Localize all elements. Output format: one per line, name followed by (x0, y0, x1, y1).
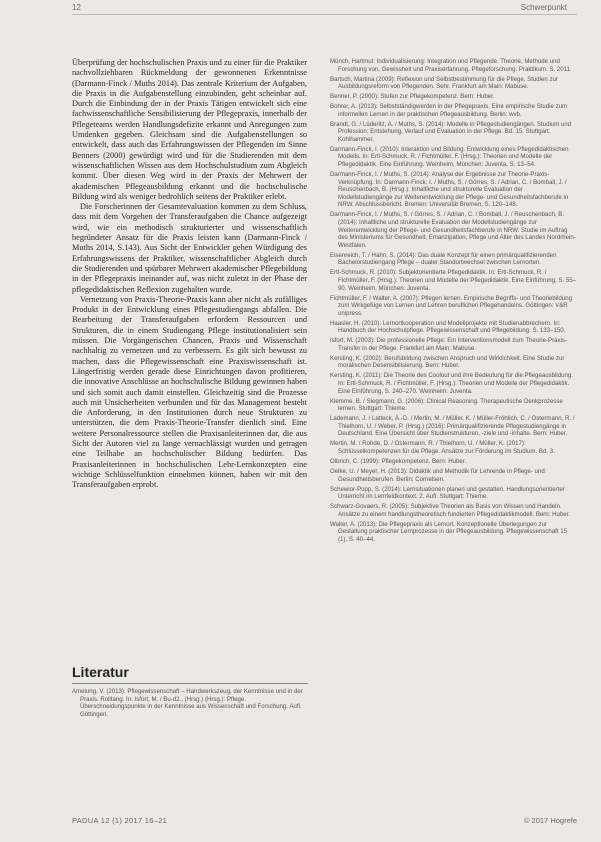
section-label: Schwerpunkt (520, 3, 567, 12)
reference-item: Bartsch, Martina (2009): Reflexion und Selbstbestimmung für die Pflege. Studien zur Ausbildungsreform von Pflegenden. Sehr. Frankfurt am Main: Mabuse. (330, 75, 558, 91)
page-number: 12 (72, 3, 81, 12)
reference-item: Kersting, K. (2011): Die Theorie des Coolout und ihre Bedeutung für die Pflegeausbildung. In: Ertl-Schmuck, R. / Fichtmüller, F. (Hrsg.): Theorien und Modelle der Pflegedidaktik. Eine Einführung, S. 240–270. Weinheim: Juventa. (330, 372, 574, 395)
reference-item: Münch, Hartmut: Individualisierung: Integration und Pflegende. Theorie, Methode und Forschung von, Gewissheit und Praxiserfahrung. Pflegeforschung. Praktikum. S. 2011. (330, 58, 572, 73)
journal-citation: PADUA 12 (1) 2017 16–21 (72, 816, 168, 825)
reference-item: Benner, P. (2000): Stufen zur Pflegekompetenz. Bern: Huber. (330, 93, 495, 101)
body-paragraph: Überprüfung der hochschulischen Praxis und zu einer für die Praktiker nachvollziehbaren Rückmeldung der gewonnenen Erkenntnisse (Darmann-Finck / Muths 2014). Das zentrale Kriterium der Aufgaben, die Praxis in die Aufgabenstellung einzubinden, geht scheinbar auf. Durch die Einbindung der in der Praxis Tätigen entwickelt sich eine fachwissenschaftliche Sensibilisierung der Pflegepraxis, innerhalb der Pflegeteams werden Handlungsdefizite erkannt und Anregungen zum Umdenken gegeben. Gleichsam sind die Aufgabenstellungen so entwickelt, dass auch das Erfahrungswissen der Pflegenden im Sinne Benners (2000) gewürdigt wird und für die Studierenden mit dem wissenschaftlichen Wissen aus dem Hochschulstudium zum Abgleich kommt. Über diesen Weg wird in der Praxis der Mehrwert der akademischen Pflegeausbildung erkannt und die hochschulische Bildung wird als weniger bedrohlich seitens der Praktiker erlebt. (72, 58, 307, 201)
reference-item: Mertin, M. / Rohde, D. / Ostermann, R. / Thielhorn, U. / Müller, K. (2017): Schlüsselkompetenzen für die Pflege. Ansätze zur Förderung im Studium. Bd. 3. (330, 440, 555, 455)
reference-item: Isfort, M. (2003): Die professionelle Pflege: Ein Interventionsmodell zum Theorie-Praxis-Transfer in der Pflege. Frankfurt am Main: Mabuse. (330, 337, 567, 352)
reference-item: Amelung, V. (2013): Pflegewissenschaft – Handwerkszeug, der Kenntnisse und in der Praxis. Rolltang. In: Isfort, M. / Bu-d2., (Hrsg.) (Hrsg.): Pflege. Überschneidungspunkte in der Kenntnisse aus Wissenschaft und Forschung. Aufl. Göttingen. (72, 688, 303, 718)
literature-rule (72, 683, 308, 684)
reference-item: Eisenreich, T. / Hahn, S. (2014): Das duale Konzept für einen primärqualifizierenden Bachelorstudiengang Pflege – dualer Standortwechsel zwischen Lernorten. (330, 251, 557, 267)
reference-item: Olbrich, C. (1999): Pflegekompetenz. Bern: Huber. (330, 457, 467, 465)
reference-item: Walter, A. (2013): Die Pflegepraxis als Lernort. Konzeptionelle Überlegungen zur Gestaltung praktischer Lernprozesse in der Pflegeausbildung. Pflegewissenschaft 15 (1), S. 40–44. (330, 520, 567, 543)
reference-item: Kersting, K. (2002): Berufsbildung zwischen Anspruch und Wirklichkeit. Eine Studie zur moralischen Desensibilisierung. Bern: Huber. (330, 354, 565, 370)
body-paragraph: Vernetzung von Praxis-Theorie-Praxis kann aber nicht als zufälliges Produkt in der Entwicklung eines Pflegestudiengangs abfallen. Die Bearbeitung der Transferaufgaben erfordern Ressourcen und Strukturen, die in einem Studiengang Pflege institutionalisiert sein müssen. Die Vorgängerischen Chancen, Praxis und Wissenschaft nachhaltig zu vernetzen und zu verbessern. Es gilt sich bewusst zu machen, dass die Pflegewissenschaft eine Praxiswissenschaft ist. Längerfristig werden gerade diese Einrichtungen davon profitieren, die innovative Anschlüsse an hochschulische Bildung gewinnen haben und sich somit auch damit einstellen. Gleichzeitig sind die Prozesse auch mit Unsicherheiten verbunden und für das Management besteht die Anforderung, in den Institutionen durch neue Strukturen zu unterstützen, die dem Praxis-Theorie-Transfer dienlich sind. Eine weitere Personalressource stellen die Praxisanleiterinnen dar, die aus Sicht der Autoren viel zu lange vernachlässigt wurden und getragen eine Teilhabe an hochschulischer Bildung bedürfen. Das Praxisanleiterinnen in hochschulischen Lehr-Lernkonzepten eine wichtige Schlüsselfunktion einnehmen können, haben wir mit den Transferaufgaben erprobt. (72, 294, 307, 490)
literature-heading: Literatur (72, 664, 129, 680)
reference-item: Oelke, U. / Meyer, H. (2013): Didaktik und Methodik für Lehrende in Pflege- und Gesundheitsberufen. Berlin: Cornelsen. (330, 467, 545, 483)
reference-item: Darmann-Finck, I. (2010): Interaktion und Bildung. Entwicklung eines Pflegedidaktischen Modells. In: Ertl-Schmuck, R. / Fichtmüller, F. (Hrsg.): Theorien und Modelle der Pflegedidaktik. Eine Einführung. Weinheim, München: Juventa, S. 13–54. (330, 145, 569, 169)
reference-item: Schwarz-Govaers, R. (2005): Subjektive Theorien als Basis von Wissen und Handeln. Ansätze zu einem handlungstheoretisch fundierten Pflegedidaktikmodell. Bern: Huber. (330, 503, 571, 518)
reference-item: Ertl-Schmuck, R. (2010): Subjektorientierte Pflegedidaktik. In: Ertl-Schmuck, R. / Fichtmüller, F. (Hrsg.): Theorien und Modelle der Pflegedidaktik. Eine Einführung, S. 55–90. Weinheim, München: Juventa. (330, 269, 576, 292)
reference-list-right (330, 58, 576, 810)
reference-list-left (72, 688, 307, 803)
reference-item: Schewior-Popp, S. (2014): Lernsituationen planen und gestalten. Handlungsorientierter Unterricht im Lernfeldkontext. 2. Aufl. Stuttgart: Thieme. (330, 485, 565, 501)
header-rule (72, 14, 577, 15)
reference-item: Lademann, J. / Latteck, Ä.-D. / Mertin, M. / Müller, K. / Müller-Fröhlich, C. / Ostermann, R. / Thielhorn, U. / Weber, P. (Hrsg.) (2016): Primärqualifizierende Pflegestudiengänge in Deutschland. Eine Übersicht über Studienstrukturen, -ziele und -inhalte. Bern: Huber. (330, 415, 575, 438)
reference-item: Klemme, B. / Siegmann, G. (2006): Clinical Reasoning. Therapeutische Denkprozesse lernen. Stuttgart: Thieme. (330, 397, 563, 413)
body-paragraph: Die Forscherinnen der Gesamtevaluation kommen zu dem Schluss, dass mit dem Vorgehen der Transferaufgaben die Chance aufgezeigt wird, wie ein methodisch strukturierter und wissenschaftlich begründeter Ansatz für die Praxis leisten kann (Darmann-Finck / Muths 2014, S.143). Aus Sicht der Entwickler gehen Würdigung des Erfahrungswissens der Praktiker, wissenschaftlicher Abgleich durch die Studierenden und spürbarer Mehrwert akademischer Pflegebildung in der Pflegepraxis ineinander auf, was nicht zuletzt in der Phase der pflegedidaktischen Reflexion zugehalten wurde. (72, 202, 307, 294)
reference-item: Haasler, H. (2010): Lernortkooperation und Modellprojekte mit Studienabbrechern. In: Handbuch der Hochschulpflege. Pflegewissenschaft und Pflegebildung. S. 133–150. (330, 319, 566, 335)
page-header (0, 0, 601, 14)
page-footer (72, 816, 577, 830)
reference-item: Bohrer, A. (2013): Selbstständigwerden in der Pflegepraxis. Eine empirische Studie zum informellen Lernen in der praktischen Pflegeausbildung. Berlin: wvb. (330, 103, 568, 118)
reference-item: Fichtmüller, F. / Walter, A. (2007): Pflegen lernen. Empirische Begriffs- und Theoriebildung zum Wirkgefüge von Lernen und Lehren beruflichen Pflegehandelns. Göttingen: V&R unipress. (330, 294, 573, 317)
publisher-mark: © 2017 Hogrefe (523, 816, 577, 825)
reference-item: Darmann-Finck, I. / Muths, S. (2014): Analyse der Ergebnisse zur Theorie-Praxis-Verknüpfung. In: Darmann-Finck, I. / Muths, S. / Görres, S. / Adrian, C. / Bomball, J. / Reuschenbach, B. (Hrsg.): Inhaltliche und strukturelle Evaluation der Modellstudiengänge zur Weiterentwicklung der Pflege- und Gesundheitsfachberufe in NRW. Abschlussbericht. Bremen: Universität Bremen, S. 120–148. (330, 171, 569, 209)
reference-item: Brandt, G. / Lüderitz, A. / Muths, S. (2014): Modelle in Pflegestudiengängen. Studium und Profession: Entstehung, Verlauf und Evaluation in der Pflege. Bd. 15. Stuttgart: Kohlhammer. (330, 120, 572, 143)
reference-item: Darmann-Finck, I. / Muths, S. / Görres, S. / Adrian, C. / Bomball, J. / Reuschenbach, B. (2014): Inhaltliche und strukturelle Evaluation der Modellstudiengänge zur Weiterentwicklung der Pflege- und Gesundheitsfachberufe in NRW. Studie im Auftrag des Ministeriums für Gesundheit, Emanzipation, Pflege und Alter des Landes Nordrhein-Westfalen. (330, 211, 576, 249)
